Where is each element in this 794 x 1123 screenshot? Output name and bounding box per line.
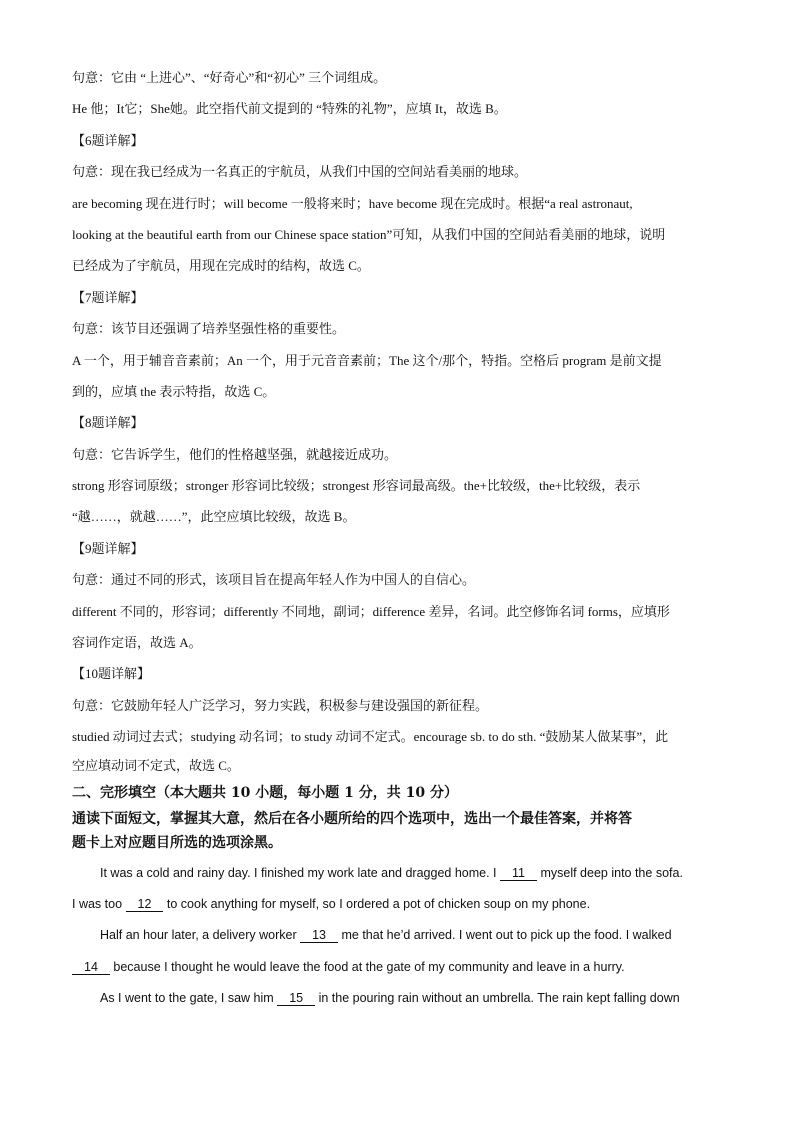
text-line: 句意：它鼓励年轻人广泛学习，努力实践，积极参与建设强国的新征程。	[72, 697, 489, 713]
passage-text: to cook anything for myself, so I ordered a pot of chicken soup on my phone.	[166, 896, 591, 911]
blank-11: 11	[500, 866, 537, 881]
passage-text: As I went to the gate, I saw him	[100, 991, 274, 1006]
question-heading: 【10题详解】	[72, 666, 151, 682]
text-line: 句意：现在我已经成为一名真正的宇航员，从我们中国的空间站看美丽的地球。	[72, 164, 528, 180]
text-line: 已经成为了宇航员，用现在完成时的结构，故选 C。	[72, 258, 370, 274]
instruction-line: 题卡上对应题目所选的选项涂黑。	[72, 834, 282, 851]
passage-text: Half an hour later, a delivery worker	[100, 928, 297, 943]
passage-text: I was too	[72, 896, 123, 911]
text-line: He 他；It它；She她。此空指代前文提到的 “特殊的礼物”，应填 It，故选 B。	[72, 101, 507, 117]
document-page	[72, 62, 722, 1015]
section-instructions	[72, 807, 722, 855]
question-heading: 【9题详解】	[72, 540, 144, 556]
text-line: are becoming 现在进行时；will become 一般将来时；have become 现在完成时。根据“a real astronaut,	[72, 195, 633, 211]
text-line: 句意：它由 “上进心”、“好奇心”和“初心” 三个词组成。	[72, 70, 387, 85]
passage-text: me that he’d arrived. I went out to pick up the food. I walked	[341, 928, 672, 943]
passage-text: in the pouring rain without an umbrella. The rain kept falling down	[318, 991, 680, 1006]
blank-12: 12	[126, 897, 164, 912]
text-line: different 不同的，形容词；differently 不同地，副词；difference 差异，名词。此空修饰名词 forms，应填形	[72, 603, 670, 619]
passage-text: myself deep into the sofa.	[540, 865, 683, 880]
instruction-line: 通读下面短文，掌握其大意，然后在各小题所给的四个选项中，选出一个最佳答案，并将答	[72, 810, 632, 827]
passage-line	[72, 858, 722, 889]
question-heading: 【7题详解】	[72, 289, 144, 305]
text-line: “越……，就越……”，此空应填比较级，故选 B。	[72, 509, 356, 525]
text-line: 句意：它告诉学生，他们的性格越坚强，就越接近成功。	[72, 446, 398, 462]
text-line: looking at the beautiful earth from our Chinese space station”可知，从我们中国的空间站看美丽的地球，说明	[72, 226, 666, 242]
text-line: 空应填动词不定式，故选 C。	[72, 757, 240, 773]
passage-text: because I thought he would leave the food at the gate of my community and leave in a hurry.	[113, 959, 625, 974]
passage-line	[72, 920, 722, 951]
text-line: 容词作定语，故选 A。	[72, 635, 202, 651]
section-title: 二、完形填空（本大题共 10 小题，每小题 1 分，共 10 分）	[72, 784, 458, 801]
passage-line	[72, 889, 722, 920]
question-heading: 【6题详解】	[72, 132, 144, 148]
question-heading: 【8题详解】	[72, 415, 144, 431]
text-line: strong 形容词原级；stronger 形容词比较级；strongest 形容词最高级。the+比较级，the+比较级，表示	[72, 478, 641, 494]
passage-line	[72, 952, 722, 983]
text-line: 句意：该节目还强调了培养坚强性格的重要性。	[72, 321, 346, 337]
text-line: 句意：通过不同的形式，该项目旨在提高年轻人作为中国人的自信心。	[72, 572, 476, 588]
blank-15: 15	[277, 991, 315, 1006]
passage-line	[72, 983, 722, 1014]
text-line: A 一个，用于辅音音素前；An 一个，用于元音音素前；The 这个/那个，特指。空格后 program 是前文提	[72, 352, 662, 368]
passage-text: It was a cold and rainy day. I finished my work late and dragged home. I	[100, 865, 497, 880]
blank-14: 14	[72, 960, 110, 975]
text-line: 到的，应填 the 表示特指，故选 C。	[72, 383, 276, 399]
blank-13: 13	[300, 928, 338, 943]
text-line: studied 动词过去式；studying 动名词；to study 动词不定式。encourage sb. to do sth. “鼓励某人做某事”，此	[72, 729, 669, 745]
